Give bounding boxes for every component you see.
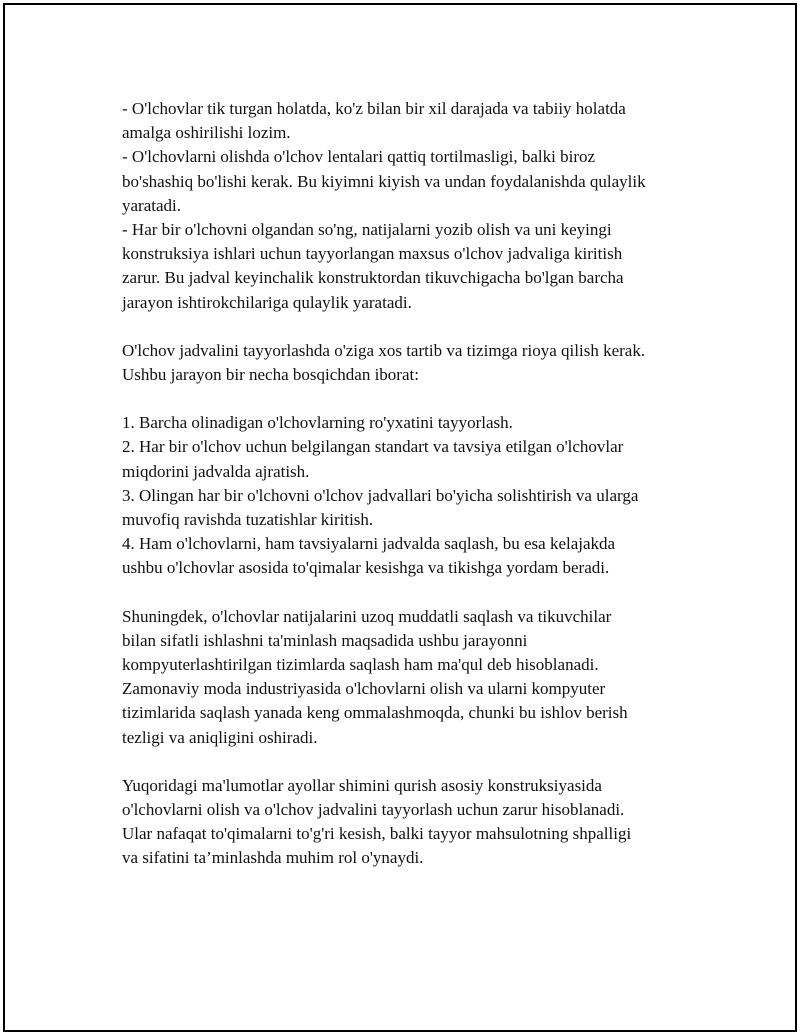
text-line: - Har bir o'lchovni olgandan so'ng, natijalarni yozib olish va uni keyingi — [122, 220, 612, 240]
page-frame — [3, 3, 797, 1032]
text-line: kompyuterlashtirilgan tizimlarda saqlash ham ma'qul deb hisoblanadi. — [122, 655, 599, 675]
text-line: ushbu o'lchovlar asosida to'qimalar kesishga va tikishga yordam beradi. — [122, 558, 610, 578]
text-line: konstruksiya ishlari uchun tayyorlangan maxsus o'lchov jadvaliga kiritish — [122, 244, 623, 264]
text-line: tizimlarida saqlash yanada keng ommalashmoqda, chunki bu ishlov berish — [122, 703, 628, 723]
text-line: miqdorini jadvalda ajratish. — [122, 461, 310, 481]
paragraph-conclusion — [122, 774, 702, 871]
text-line: Shuningdek, o'lchovlar natijalarini uzoq muddatli saqlash va tikuvchilar — [122, 606, 612, 626]
paragraph-measurement-rules — [122, 97, 702, 315]
text-line: Yuqoridagi ma'lumotlar ayollar shimini qurish asosiy konstruksiyasida — [122, 775, 602, 795]
paragraph-table-intro — [122, 339, 702, 387]
text-line: muvofiq ravishda tuzatishlar kiritish. — [122, 510, 374, 530]
text-line: 4. Ham o'lchovlarni, ham tavsiyalarni jadvalda saqlash, bu esa kelajakda — [122, 534, 616, 554]
text-line: jarayon ishtirokchilariga qulaylik yaratadi. — [122, 292, 412, 312]
text-line: Ushbu jarayon bir necha bosqichdan iborat: — [122, 365, 419, 385]
text-line: yaratadi. — [122, 195, 181, 215]
text-line: amalga oshirilishi lozim. — [122, 123, 291, 143]
text-line: tezligi va aniqligini oshiradi. — [122, 727, 318, 747]
text-line: o'lchovlarni olish va o'lchov jadvalini tayyorlash uchun zarur hisoblanadi. — [122, 800, 625, 820]
text-line: Zamonaviy moda industriyasida o'lchovlarni olish va ularni kompyuter — [122, 679, 606, 699]
text-line: va sifatini ta’minlashda muhim rol o'ynaydi. — [122, 848, 424, 868]
text-line: bilan sifatli ishlashni ta'minlash maqsadida ushbu jarayonni — [122, 630, 528, 650]
document-body — [122, 97, 702, 895]
text-line: 2. Har bir o'lchov uchun belgilangan standart va tavsiya etilgan o'lchovlar — [122, 437, 624, 457]
text-line: - O'lchovlarni olishda o'lchov lentalari qattiq tortilmasligi, balki biroz — [122, 147, 596, 167]
text-line: 3. Olingan har bir o'lchovni o'lchov jadvallari bo'yicha solishtirish va ularga — [122, 485, 639, 505]
text-line: 1. Barcha olinadigan o'lchovlarning ro'yxatini tayyorlash. — [122, 413, 513, 433]
text-line: Ular nafaqat to'qimalarni to'g'ri kesish, balki tayyor mahsulotning shpalligi — [122, 824, 632, 844]
paragraph-computerization — [122, 605, 702, 750]
text-line: - O'lchovlar tik turgan holatda, ko'z bilan bir xil darajada va tabiiy holatda — [122, 99, 626, 118]
text-line: bo'shashiq bo'lishi kerak. Bu kiyimni kiyish va undan foydalanishda qulaylik — [122, 171, 646, 191]
text-line: zarur. Bu jadval keyinchalik konstruktordan tikuvchigacha bo'lgan barcha — [122, 268, 624, 288]
text-line: O'lchov jadvalini tayyorlashda o'ziga xos tartib va tizimga rioya qilish kerak. — [122, 340, 646, 360]
paragraph-steps-list — [122, 411, 702, 580]
